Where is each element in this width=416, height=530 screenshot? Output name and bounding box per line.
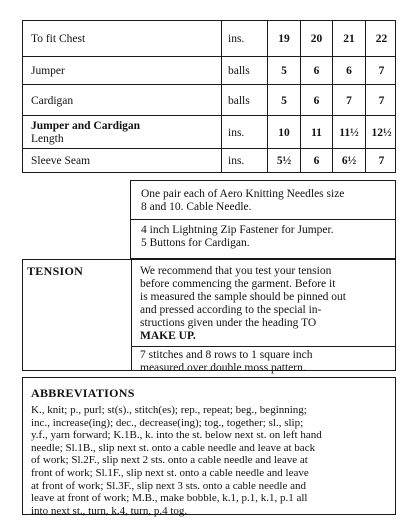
size-value: 6 (300, 57, 332, 85)
row-unit: balls (221, 85, 267, 116)
text-line: We recommend that you test your tension (140, 265, 332, 277)
row-label-line: Jumper and Cardigan (31, 119, 141, 132)
text-line: and pressed according to the special in- (140, 304, 322, 316)
size-value: 5½ (267, 149, 300, 173)
size-value: 6 (300, 149, 332, 173)
size-value: 20 (300, 21, 332, 56)
row-unit: ins. (221, 149, 267, 173)
row-label: Jumper (31, 65, 65, 77)
text-line: MAKE UP. (140, 330, 196, 342)
divider (131, 219, 395, 220)
text-line: leave at front of work; M.B., make bobble, k.1, p.1, k.1, p.1 all (31, 492, 308, 505)
table-row-length (23, 115, 395, 149)
row-label: Cardigan (31, 94, 74, 107)
text-line: y.f., yarn forward; K.1B., k. into the st. below next st. on left hand (31, 429, 322, 442)
text-line: 4 inch Lightning Zip Fastener for Jumper. (141, 224, 334, 236)
text-line: needle; Sl.1B., slip next st. onto a cable needle and leave at back (31, 441, 316, 454)
size-value: 6 (300, 85, 332, 116)
text-line: front of work; Sl.1F., slip next st. onto a cable needle and leave (31, 466, 309, 479)
size-value: 6 (332, 57, 365, 85)
size-value: 10 (267, 116, 300, 149)
text-line: is measured the sample should be pinned out (140, 291, 347, 303)
tension-content (131, 260, 395, 374)
text-line: measured over double moss pattern. (140, 362, 306, 374)
abbreviations-block (22, 377, 396, 515)
row-label-line: Length (31, 132, 64, 145)
text-line: 8 and 10. Cable Needle. (141, 201, 252, 213)
size-value: 22 (365, 21, 397, 56)
tension-heading: TENSION (27, 264, 84, 278)
size-value: 7 (365, 149, 397, 173)
materials-block (130, 180, 396, 259)
gauge-paragraph (140, 349, 389, 375)
row-unit: balls (221, 57, 267, 85)
text-line: K., knit; p., purl; st(s)., stitch(es); rep., repeat; beg., beginning; (31, 404, 307, 416)
table-row-cardigan (23, 84, 395, 116)
text-line: 5 Buttons for Cardigan. (141, 237, 250, 249)
text-line: into next st., turn, k.4, turn, p.4 tog. (31, 504, 188, 517)
table-row-jumper (23, 56, 395, 85)
text-line: of work; Sl.2F., slip next 2 sts. onto a cable needle and leave at (31, 454, 308, 467)
text-line: One pair each of Aero Knitting Needles size (141, 188, 345, 200)
text-line: structions given under the heading TO (140, 317, 317, 329)
row-unit: ins. (221, 21, 267, 56)
size-value: 7 (365, 85, 397, 116)
row-label: Sleeve Seam (31, 155, 91, 167)
size-value: 21 (332, 21, 365, 56)
text-line: 7 stitches and 8 rows to 1 square inch (140, 349, 313, 361)
row-unit: ins. (221, 116, 267, 149)
size-value: 12½ (365, 116, 397, 149)
size-value: 6½ (332, 149, 365, 173)
divider (132, 346, 395, 347)
size-value: 11½ (332, 116, 365, 149)
fastener-text (131, 224, 395, 250)
tension-paragraph (140, 265, 389, 343)
abbreviations-text (31, 404, 387, 517)
row-label: To fit Chest (31, 32, 86, 45)
size-value: 11 (300, 116, 332, 149)
size-value: 7 (365, 57, 397, 85)
text-line: before commencing the garment. Before it (140, 278, 336, 290)
needles-text (131, 188, 395, 214)
size-value: 7 (332, 85, 365, 116)
size-value: 19 (267, 21, 300, 56)
abbreviations-heading: ABBREVIATIONS (31, 386, 135, 400)
table-row-sleeve (23, 148, 395, 173)
size-value: 5 (267, 85, 300, 116)
text-line: at front of work; Sl.3F., slip next 3 sts. onto a cable needle and (31, 479, 306, 492)
table-row-chest (23, 21, 395, 56)
tension-block (22, 259, 396, 374)
text-line: inc., increase(ing); dec., decrease(ing); tog., together; sl., slip; (31, 416, 304, 429)
size-value: 5 (267, 57, 300, 85)
row-label (23, 116, 221, 149)
size-table (22, 20, 396, 173)
